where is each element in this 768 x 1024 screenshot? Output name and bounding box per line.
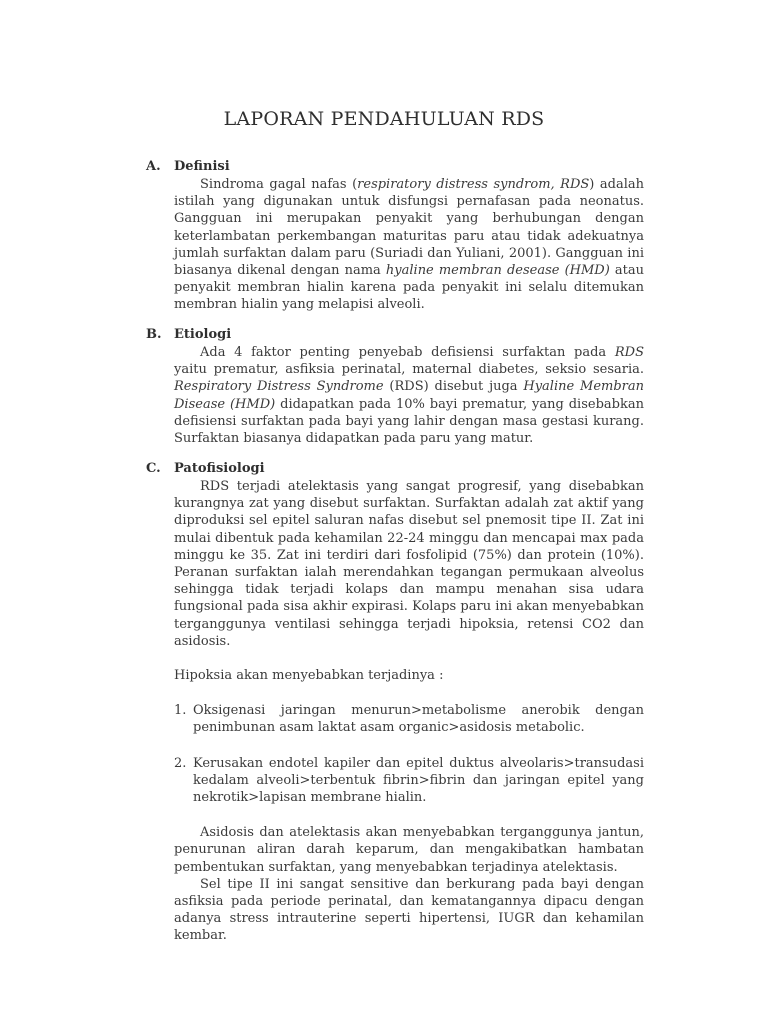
list-item <box>174 702 644 736</box>
paragraph-patofisiologi-1: RDS terjadi atelektasis yang sangat progresif, yang disebabkan kurangnya zat yang disebut surfaktan. Surfaktan adalah zat aktif yang diproduksi sel epitel saluran nafas disebut sel pnemosit tipe II. Zat ini mulai dibentuk pada kehamilan 22-24 minggu dan mencapai max pada minggu ke 35. Zat ini terdiri dari fosfolipid (75%) dan protein (10%). Peranan surfaktan ialah merendahkan tegangan permukaan alveolus sehingga tidak terjadi kolaps dan mampu menahan sisa udara fungsional pada sisa akhir expirasi. Kolaps paru ini akan menyebabkan terganggunya ventilasi sehingga terjadi hipoksia, retensi CO2 dan asidosis. <box>174 479 644 649</box>
section-definisi <box>146 158 646 314</box>
section-patofisiologi <box>146 460 646 945</box>
section-title: Patofisiologi <box>174 461 265 476</box>
page-title: LAPORAN PENDAHULUAN RDS <box>223 108 545 130</box>
list-item-number: 2. <box>174 755 187 771</box>
list-item-text: Kerusakan endotel kapiler dan epitel duktus alveolaris>transudasi kedalam alveoli>terbentuk fibrin>fibrin dan jaringan epitel yang nekrotik>lapisan membrane hialin. <box>193 755 644 806</box>
section-title: Etiologi <box>174 327 232 342</box>
paragraph-asidosis: Asidosis dan atelektasis akan menyebabkan terganggunya jantun, penurunan aliran darah keparum, dan mengakibatkan hambatan pembentukan surfaktan, yang menyebabkan terjadinya atelektasis. <box>174 825 644 875</box>
list-item-text: Oksigenasi jaringan menurun>metabolisme anerobik dengan penimbunan asam laktat asam organic>asidosis metabolic. <box>193 703 644 736</box>
list-item-number: 1. <box>174 703 187 719</box>
section-title: Definisi <box>174 159 230 174</box>
paragraph-etiologi: Ada 4 faktor penting penyebab defisiensi surfaktan pada RDS yaitu prematur, asfiksia perinatal, maternal diabetes, seksio sesaria. Respiratory Distress Syndrome (RDS) disebut juga Hyaline Membran Disease (HMD) didapatkan pada 10% bayi prematur, yang disebabkan defisiensi surfaktan pada bayi yang lahir dengan masa gestasi kurang. Surfaktan biasanya didapatkan pada paru yang matur. <box>174 345 644 447</box>
section-heading <box>146 326 646 344</box>
list-item <box>174 755 644 807</box>
section-heading <box>146 460 646 478</box>
paragraph-sel-tipe-ii: Sel tipe II ini sangat sensitive dan berkurang pada bayi dengan asfiksia pada periode perinatal, dan kematangannya dipacu dengan adanya stress intrauterine seperti hipertensi, IUGR dan kehamilan kembar. <box>174 876 644 944</box>
section-letter: A. <box>146 159 161 174</box>
section-etiologi <box>146 326 646 447</box>
hipoksia-effects-list <box>174 702 644 806</box>
section-heading <box>146 158 646 176</box>
section-letter: C. <box>146 461 161 476</box>
section-letter: B. <box>146 327 162 342</box>
paragraph-hipoksia-intro: Hipoksia akan menyebabkan terjadinya : <box>174 668 444 684</box>
paragraph-definisi: Sindroma gagal nafas (respiratory distress syndrom, RDS) adalah istilah yang digunakan untuk disfungsi pernafasan pada neonatus. Gangguan ini merupakan penyakit yang berhubungan dengan keterlambatan perkembangan maturitas paru atau tidak adekuatnya jumlah surfaktan dalam paru (Suriadi dan Yuliani, 2001). Gangguan ini biasanya dikenal dengan nama hyaline membran desease (HMD) atau penyakit membran hialin karena pada penyakit ini selalu ditemukan membran hialin yang melapisi alveoli. <box>174 177 644 313</box>
